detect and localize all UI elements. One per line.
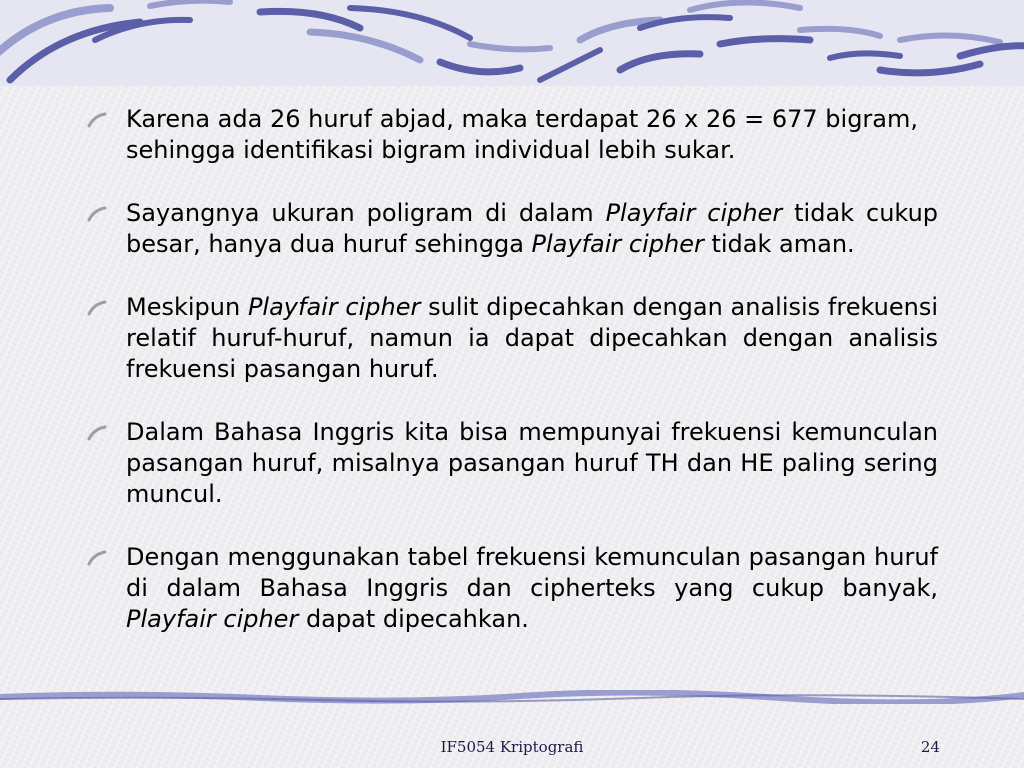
slash-stroke-icon — [86, 206, 108, 222]
bullet-text: Meskipun — [126, 293, 248, 321]
footer-divider — [0, 690, 1024, 704]
bullet-emphasis: Playfair cipher — [247, 293, 421, 321]
bullet-emphasis: Playfair cipher — [605, 199, 783, 227]
bullet-text: sulit dipecahkan dengan analisis frekuensi relatif huruf-huruf, namun ia dapat dipecahkan dengan analisis frekuensi pasangan huruf. — [126, 293, 938, 383]
slash-stroke-icon — [86, 112, 108, 128]
bullet-text: tidak cukup besar, hanya dua huruf sehingga — [126, 199, 939, 258]
slash-stroke-icon — [86, 425, 108, 441]
page-number: 24 — [920, 738, 940, 756]
bullet-item-polygram-size — [86, 198, 938, 260]
slide-body — [86, 104, 938, 667]
bullet-text: tidak aman. — [703, 230, 855, 258]
bullet-text: dapat dipecahkan. — [298, 605, 529, 633]
bullet-text: Sayangnya ukuran poligram di dalam — [126, 199, 606, 227]
bullet-text: Dalam Bahasa Inggris kita bisa mempunyai frekuensi kemunculan pasangan huruf, misalnya pasangan huruf TH dan HE paling sering muncul. — [126, 418, 938, 508]
bullet-item-english-pairs — [86, 417, 938, 510]
header-decoration — [0, 0, 1024, 86]
bullet-text: Dengan menggunakan tabel frekuensi kemunculan pasangan huruf di dalam Bahasa Inggris dan cipherteks yang cukup banyak, — [126, 543, 938, 602]
bullet-item-breaking-cipher — [86, 542, 938, 635]
footer-course-title: IF5054 Kriptografi — [440, 738, 584, 756]
slash-stroke-icon — [86, 300, 108, 316]
bullet-item-bigram-count — [86, 104, 938, 166]
bullet-item-frequency-analysis — [86, 292, 938, 385]
slash-stroke-icon — [86, 550, 108, 566]
bullet-text: Karena ada 26 huruf abjad, maka terdapat 26 x 26 = 677 bigram, sehingga identifikasi bigram individual lebih sukar. — [126, 105, 919, 164]
bullet-emphasis: Playfair cipher — [531, 230, 704, 258]
bullet-emphasis: Playfair cipher — [126, 605, 299, 633]
swoosh-decoration-icon — [0, 0, 1024, 86]
